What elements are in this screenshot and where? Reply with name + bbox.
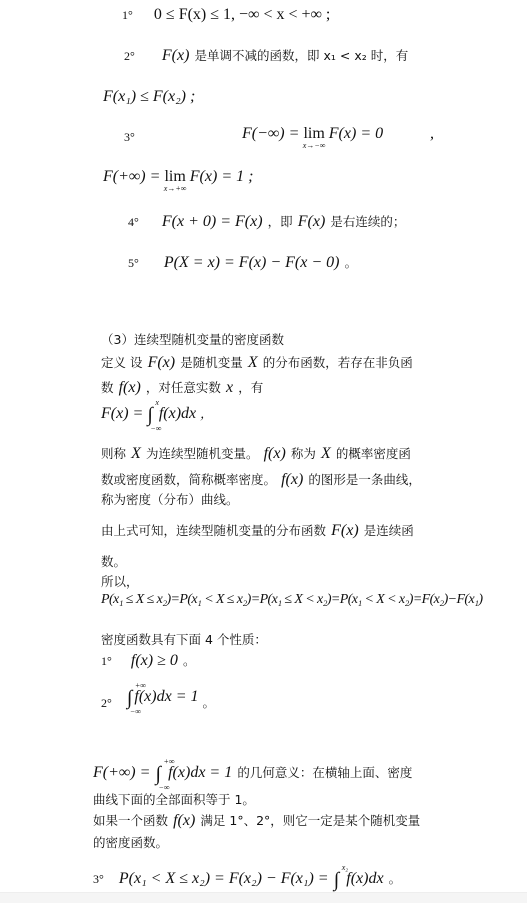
upper-limit: x: [155, 398, 159, 407]
var-X: X: [247, 354, 258, 371]
lim-text: lim: [164, 168, 186, 185]
so-line: 所以，: [101, 574, 139, 589]
item-number: 1°: [122, 8, 133, 22]
text: 满足 1°、2°，则它一定是某个随机变量: [200, 813, 421, 828]
formula-Fx: F(x): [331, 522, 359, 539]
text: 是单调不减的函数，即 x₁ < x₂ 时，有: [194, 48, 409, 63]
formula-fx: F(x): [297, 213, 326, 230]
formula-right: F(x) = 0: [328, 125, 384, 142]
formula-left: F(+∞) =: [93, 764, 151, 781]
lower-limit: −∞: [150, 424, 162, 433]
item-number: 3°: [124, 130, 135, 144]
text: 的分布函数，若存在非负函: [262, 355, 413, 370]
distribution-integral: [101, 398, 213, 433]
end-mark: 。: [344, 255, 358, 270]
end-mark: ，: [200, 406, 213, 421]
formula-fx: f(x): [173, 812, 196, 829]
item-number: 2°: [101, 696, 112, 710]
page-bottom-edge: [0, 892, 527, 903]
formula-right: f(x)dx = 1: [168, 764, 233, 781]
item-number: 1°: [101, 654, 112, 668]
density-property-1: [101, 650, 196, 670]
lower-limit: −∞: [158, 783, 170, 792]
text: 的图形是一条曲线，: [308, 472, 421, 487]
section-heading: （3）连续型随机变量的密度函数: [101, 332, 284, 347]
if-function-line-1: [93, 810, 420, 830]
item-number: 5°: [128, 256, 139, 270]
upper-limit: +∞: [134, 681, 147, 690]
formula-right: f(x)dx: [158, 405, 197, 422]
formula-fx: f(x): [118, 379, 141, 396]
text: 则称: [101, 446, 127, 461]
text: 的概率密度函: [335, 446, 411, 461]
text: ，即: [267, 214, 293, 229]
text: 数或密度函数，简称概率密度。: [101, 472, 277, 487]
text: 如果一个函数: [93, 813, 169, 828]
limit-operator: [302, 125, 326, 150]
density-property-3: [93, 863, 402, 892]
then-line-3: 称为密度（分布）曲线。: [101, 492, 239, 507]
definition-line-1: [101, 352, 413, 372]
limit-operator: [163, 168, 187, 193]
text: 数: [101, 380, 114, 395]
geometric-meaning-line-1: [93, 757, 413, 792]
var-X: X: [321, 445, 331, 462]
then-line-1: [101, 443, 411, 463]
integral-sign: ∫ x −∞: [147, 398, 162, 433]
text: 称为: [290, 446, 316, 461]
formula-fx: f(x): [263, 445, 286, 462]
formula: F(x + 0) = F(x): [161, 213, 263, 230]
property-2-continued: F(x₁) ≤ F(x₂) ;: [103, 88, 196, 105]
text: 是随机变量: [180, 355, 243, 370]
text: 是右连续的；: [330, 214, 406, 229]
then-line-2: [101, 469, 421, 489]
integral-sign: ∫ +∞ −∞: [126, 681, 147, 716]
text: 定义 设: [101, 355, 143, 370]
var-X: X: [131, 445, 141, 462]
property-1: [122, 4, 330, 24]
probability-chain: P(x₁ ≤ X ≤ x₂)=P(x₁ < X ≤ x₂)=P(x₁ ≤ X < x₂)=P(x₁ < X < x₂)=F(x₂)−F(x₁): [101, 592, 483, 607]
density-property-2: [101, 681, 216, 716]
var-x: x: [226, 379, 234, 396]
lim-subscript: x→−∞: [302, 141, 326, 150]
text: 的几何意义：在横轴上面、密度: [237, 765, 413, 780]
formula-right: f(x)dx: [346, 870, 384, 887]
property-4: [128, 211, 405, 231]
limit-formula-plus-inf: [103, 168, 254, 193]
property-3: [124, 126, 135, 145]
text: ，有: [238, 380, 264, 395]
item-number: 2°: [124, 49, 135, 63]
property-5: [128, 252, 357, 272]
lim-subscript: x→+∞: [163, 184, 187, 193]
end-mark: 。: [388, 871, 402, 886]
definition-line-2: [101, 377, 263, 397]
geometric-meaning-line-2: 曲线下面的全部面积等于 1。: [93, 792, 255, 807]
formula: f(x) ≥ 0: [130, 652, 178, 669]
formula: P(X = x) = F(x) − F(x − 0): [163, 254, 340, 271]
lower-limit: −∞: [129, 707, 142, 716]
limit-formula-minus-inf: [242, 125, 384, 150]
continuity-line-2: 数。: [101, 554, 127, 569]
end-mark: 。: [202, 695, 216, 710]
formula: P(x₁ < X ≤ x₂) = F(x₂) − F(x₁) =: [118, 870, 329, 887]
formula-right: f(x)dx = 1: [134, 688, 199, 705]
formula-left: F(x) =: [101, 405, 144, 422]
density-properties-heading: 密度函数具有下面 4 个性质：: [101, 632, 267, 647]
formula-Fx: F(x): [147, 354, 176, 371]
formula-right: F(x) = 1 ;: [189, 168, 254, 185]
formula: F(x): [161, 47, 190, 64]
integral-sign: ∫ +∞ −∞: [155, 757, 175, 792]
property-2: [124, 45, 408, 65]
text: 是连续函: [363, 523, 414, 538]
text: ，对任意实数: [145, 380, 221, 395]
integral-sign: ∫ x₂: [333, 863, 349, 891]
item-number: 4°: [128, 215, 139, 229]
end-mark: 。: [182, 653, 196, 668]
lim-text: lim: [303, 125, 325, 142]
upper-limit: x₂: [341, 863, 349, 872]
comma: ,: [430, 125, 434, 142]
formula-fx: f(x): [281, 471, 304, 488]
formula-left: F(+∞) =: [103, 168, 161, 185]
formula-left: F(−∞) =: [242, 125, 300, 142]
continuity-line-1: [101, 520, 414, 540]
item-number: 3°: [93, 872, 104, 886]
integral-formula: [126, 681, 203, 716]
text: 由上式可知，连续型随机变量的分布函数: [101, 523, 327, 538]
formula: 0 ≤ F(x) ≤ 1, −∞ < x < +∞ ;: [153, 6, 331, 23]
upper-limit: +∞: [163, 757, 175, 766]
if-function-line-2: 的密度函数。: [93, 835, 169, 850]
text: 为连续型随机变量。: [145, 446, 259, 461]
